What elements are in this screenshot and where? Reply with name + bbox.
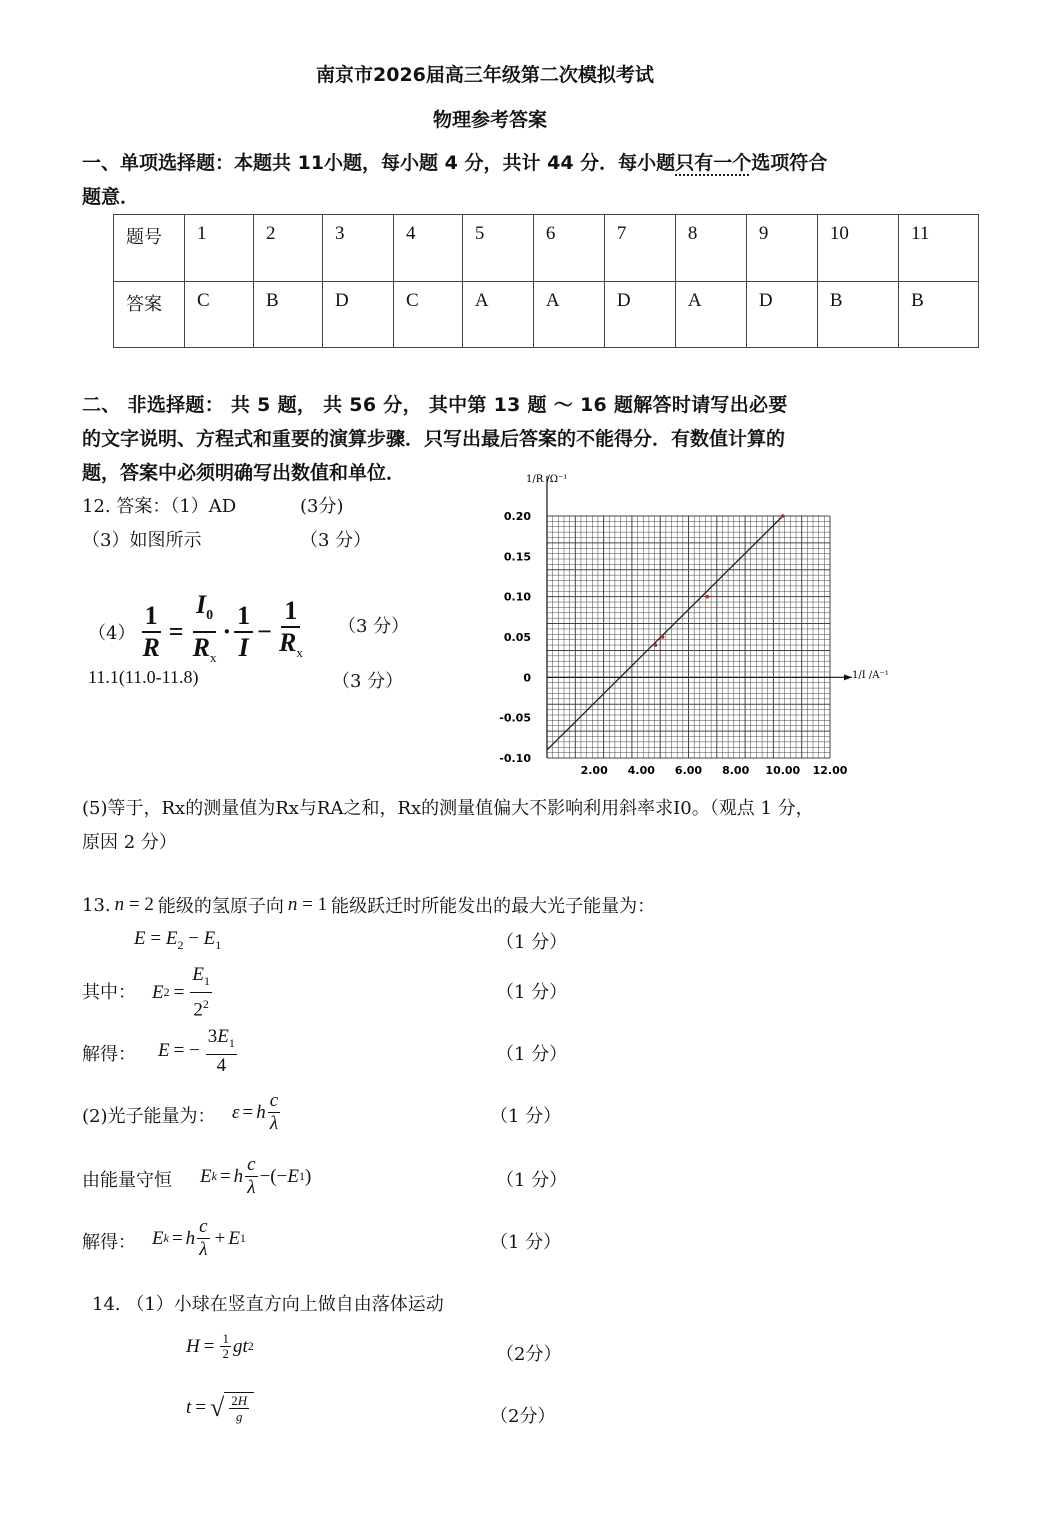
formula-term2: $\frac{1}{I}$ [234,601,253,663]
q13-eq5: E k = h $\frac{c}{\lambda}$ −(− E 1 ) [200,1154,312,1198]
section2-line3: 题，答案中必须明确写出数值和单位． [82,462,406,484]
x-tick-label: 4.00 [627,764,655,777]
q13-label2: 其中： [82,982,136,1003]
q12-prefix4: （4） [88,622,136,644]
q13-number: 13. [82,894,111,916]
data-point [654,643,658,647]
table-cell: D [322,281,393,348]
q13-eq4: ε = h $\frac{c}{\lambda}$ [232,1090,279,1134]
data-point [661,635,665,639]
q12-line1: 12. 答案：（1）AD [82,496,237,517]
q13-eq1: $E = E_2 - E_1$ [134,928,222,952]
x-tick-label: 2.00 [580,764,608,777]
table-row-answers [114,281,979,348]
section1-text-a: 一、单项选择题：本题共 11小题，每小题 4 分，共计 44 分．每小题 [82,152,676,174]
table-cell: 11 [899,215,979,282]
data-point [781,514,785,518]
y-tick-label: 0.05 [503,631,531,644]
q12-score5: （3 分） [332,671,404,692]
y-tick-label: 0.10 [503,590,531,604]
table-cell: 7 [604,215,675,282]
x-axis-arrow [844,674,852,680]
y-tick-label: -0.10 [499,752,531,765]
q13-score2: （1 分） [496,982,568,1003]
chart [490,462,900,784]
q13-eq3: E = − $\frac{3E_1}{4}$ [158,1026,235,1076]
formula-n2: n = 2 [114,894,154,915]
table-cell: B [253,281,322,348]
table-cell: 5 [462,215,533,282]
table-cell: D [604,281,675,348]
q13-eq2: E 2 = $\frac{E_1}{2^2}$ [152,964,210,1021]
chart-grid [547,516,830,758]
q13-label5: 由能量守恒 [82,1170,172,1191]
table-cell: C [393,281,462,348]
q13-score6: （1 分） [490,1232,562,1253]
q12-score4: （3 分） [338,616,410,637]
formula-term3: $\frac{1}{R_x}$ [278,595,303,660]
section1-line1 [82,148,827,175]
formula-n1: n = 1 [287,894,328,915]
q14-score1: （2分） [496,1344,562,1365]
q12-score1: (3分) [300,496,344,517]
answer-table [113,214,979,348]
section1-line2: 题意． [82,186,140,208]
q13-eq6: E k = h $\frac{c}{\lambda}$ + E 1 [152,1216,246,1260]
data-point [706,595,710,599]
chart-ylabel: 1/R /Ω⁻¹ [526,474,568,485]
y-tick-label: 0.20 [503,510,531,523]
exam-title: 南京市2026届高三年级第二次模拟考试 [316,64,654,86]
q14-eq1: H = $\frac{1}{2}$ gt 2 [186,1331,254,1361]
q14-intro: 14. （1）小球在竖直方向上做自由落体运动 [92,1294,444,1315]
formula-term1: $\frac{I_0}{R_x}$ [192,590,217,666]
table-cell: C [185,281,254,348]
table-cell: B [817,281,898,348]
q13-intro [82,892,655,918]
q12-line6a: (5)等于，Rx的测量值为Rx与RA之和，Rx的测量值偏大不影响利用斜率求I0。（观点 1 分， [82,798,814,819]
q14-score2: （2分） [490,1406,556,1427]
section1-text-c: 选项符合 [751,152,828,174]
formula-lhs: $\frac{1}{R}$ [142,600,160,662]
table-cell: 8 [675,215,746,282]
section1-emphasis: 只有一个 [675,152,752,174]
y-tick-label: 0.15 [503,550,531,564]
x-tick-label: 12.00 [812,764,848,777]
q13-text-a: 能级的氢原子向 [157,896,284,917]
section2-line1: 二、 非选择题： 共 5 题， 共 56 分， 其中第 13 题 ～ 16 题解答时请写出必要 [82,394,788,416]
q13-label4: (2)光子能量为： [82,1106,216,1127]
table-cell: D [746,281,817,348]
row-label-answer: 答案 [114,281,185,348]
q13-text-b: 能级跃迁时所能发出的最大光子能量为： [331,896,656,917]
q12-formula: （4） $\frac{1}{R}$ = $\frac{I_0}{R_x}$ · $\frac{1}{I}$ − $\frac{1}{R_x}$ [88,590,306,673]
chart-xlabel: 1/I /A⁻¹ [852,670,889,681]
table-cell: A [462,281,533,348]
q13-label3: 解得： [82,1044,136,1065]
table-cell: A [533,281,604,348]
table-cell: 6 [533,215,604,282]
y-tick-label: 0 [523,671,531,685]
q13-score4: （1 分） [490,1106,562,1127]
answer-title: 物理参考答案 [433,109,548,131]
q12-line3: （3）如图所示 [82,530,202,551]
row-label-number: 题号 [114,215,185,282]
table-cell: 10 [817,215,898,282]
table-cell: 1 [185,215,254,282]
x-tick-label: 8.00 [722,764,750,777]
chart-axes [547,476,852,758]
q13-label6: 解得： [82,1232,136,1253]
chart-ticks [499,510,847,777]
q14-eq2: t = √ $\frac{2H}{g}$ [186,1392,254,1424]
q12-line6b: 原因 2 分） [82,832,177,853]
q13-score3: （1 分） [496,1044,568,1065]
y-tick-label: -0.05 [499,711,531,725]
table-row-numbers [114,215,979,282]
table-cell: 9 [746,215,817,282]
q13-score5: （1 分） [496,1170,568,1191]
x-tick-label: 6.00 [674,764,703,777]
q12-score3: （3 分） [300,530,372,551]
q12-line5: 11.1(11.0-11.8) [88,667,199,687]
section2-line2: 的文字说明、方程式和重要的演算步骤．只写出最后答案的不能得分．有数值计算的 [82,428,786,450]
table-cell: 2 [253,215,322,282]
table-cell: B [899,281,979,348]
x-tick-label: 10.00 [765,764,801,777]
table-cell: 4 [393,215,462,282]
table-cell: A [675,281,746,348]
q13-score1: （1 分） [496,932,568,953]
table-cell: 3 [322,215,393,282]
